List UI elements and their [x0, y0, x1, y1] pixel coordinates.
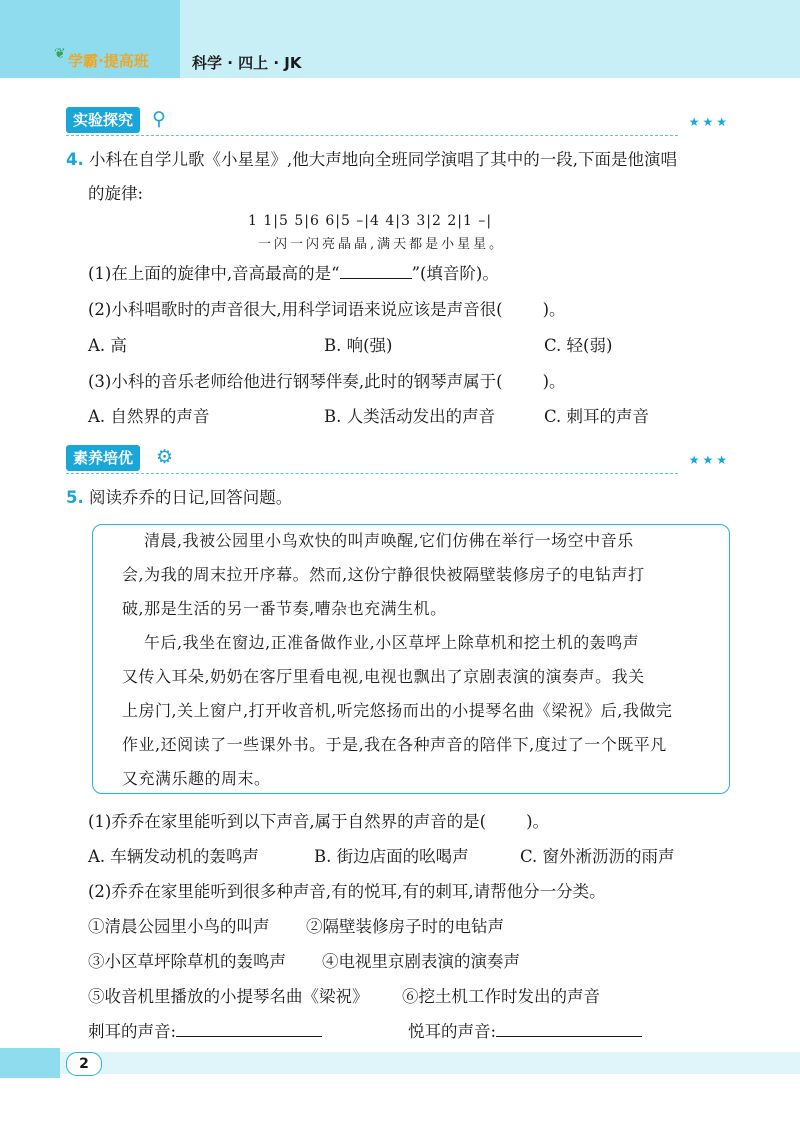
harsh-sounds-answer: 刺耳的声音:	[88, 1020, 322, 1044]
sound-item: ⑥挖土机工作时发出的声音	[402, 987, 600, 1006]
pleasant-sounds-answer: 悦耳的声音:	[408, 1020, 642, 1044]
section-quality	[66, 445, 730, 475]
difficulty-stars: ★★★	[688, 453, 730, 467]
page-header	[0, 0, 800, 78]
sound-item: ③小区草坪除草机的轰鸣声	[88, 952, 286, 971]
melody-notation: 1 1|5 5|6 6|5 –|4 4|3 3|2 2|1 –|	[248, 213, 493, 229]
q4-sub3: (3)小科的音乐老师给他进行钢琴伴奏,此时的钢琴声属于( )。	[88, 372, 566, 391]
q5-sub1: (1)乔乔在家里能听到以下声音,属于自然界的声音的是( )。	[88, 812, 549, 831]
q4-stem-line2: 的旋律:	[88, 184, 144, 203]
section-label: 实验探究	[66, 107, 140, 133]
diary-line: 清晨,我被公园里小鸟欢快的叫声唤醒,它们仿佛在举行一场空中音乐	[144, 531, 634, 550]
q5-stem: 5. 阅读乔乔的日记,回答问题。	[66, 488, 293, 507]
gear-icon: ⚙	[156, 446, 174, 468]
diary-line: 又传入耳朵,奶奶在客厅里看电视,电视也飘出了京剧表演的演奏声。我关	[122, 667, 645, 686]
section-divider	[66, 135, 678, 136]
section-divider	[66, 473, 678, 474]
sound-item: ②隔壁装修房子时的电钻声	[306, 917, 504, 936]
q4-number: 4.	[66, 150, 84, 169]
sound-item: ①清晨公园里小鸟的叫声	[88, 917, 270, 936]
q4-sub2-option-b: B. 响(强)	[324, 336, 393, 355]
q4-sub2: (2)小科唱歌时的声音很大,用科学词语来说应该是声音很( )。	[88, 300, 566, 319]
q4-sub2-option-a: A. 高	[88, 336, 127, 355]
footer-tab	[0, 1048, 60, 1078]
page-number: 2	[66, 1052, 102, 1076]
sound-item: ⑤收音机里播放的小提琴名曲《梁祝》	[88, 987, 369, 1006]
answer-blank[interactable]	[340, 262, 412, 279]
q4-sub3-option-a: A. 自然界的声音	[88, 407, 210, 426]
series-logo: ❦ 学霸·提高班	[54, 46, 149, 70]
diary-line: 上房门,关上窗户,打开收音机,听完悠扬而出的小提琴名曲《梁祝》后,我做完	[122, 701, 673, 720]
section-experiment	[66, 107, 730, 137]
melody-lyrics: 一闪一闪亮晶晶,满天都是小星星。	[258, 237, 506, 252]
diary-line: 又充满乐趣的周末。	[122, 769, 271, 788]
book-title: 科学 · 四上 · JK	[192, 54, 302, 72]
q4-sub3-option-b: B. 人类活动发出的声音	[324, 407, 496, 426]
q5-sub1-option-b: B. 街边店面的吆喝声	[314, 847, 469, 866]
diary-line: 作业,还阅读了一些课外书。于是,我在各种声音的陪伴下,度过了一个既平凡	[122, 735, 667, 754]
q5-number: 5.	[66, 488, 84, 507]
section-label: 素养培优	[66, 445, 140, 471]
diary-line: 会,为我的周末拉开序幕。然而,这份宁静很快被隔壁装修房子的电钻声打	[122, 565, 645, 584]
q4-sub2-option-c: C. 轻(弱)	[544, 336, 613, 355]
harsh-answer-blank[interactable]	[176, 1020, 322, 1037]
leaf-icon: ❦	[54, 46, 66, 62]
footer-band	[0, 1052, 800, 1074]
q4-stem-line1: 4. 小科在自学儿歌《小星星》,他大声地向全班同学演唱了其中的一段,下面是他演唱	[66, 150, 677, 169]
q4-sub3-option-c: C. 刺耳的声音	[544, 407, 650, 426]
q5-sub2: (2)乔乔在家里能听到很多种声音,有的悦耳,有的刺耳,请帮他分一分类。	[88, 882, 606, 901]
pleasant-answer-blank[interactable]	[496, 1020, 642, 1037]
diary-line: 午后,我坐在窗边,正准备做作业,小区草坪上除草机和挖土机的轰鸣声	[144, 633, 640, 652]
sound-item: ④电视里京剧表演的演奏声	[322, 952, 520, 971]
q5-sub1-option-a: A. 车辆发动机的轰鸣声	[88, 847, 259, 866]
q5-sub1-option-c: C. 窗外淅沥沥的雨声	[520, 847, 675, 866]
difficulty-stars: ★★★	[688, 115, 730, 129]
diary-line: 破,那是生活的另一番节奏,嘈杂也充满生机。	[122, 599, 447, 618]
magnifier-icon: ⚲	[152, 108, 166, 130]
q4-sub1: (1)在上面的旋律中,音高最高的是“ ”(填音阶)。	[88, 264, 499, 283]
